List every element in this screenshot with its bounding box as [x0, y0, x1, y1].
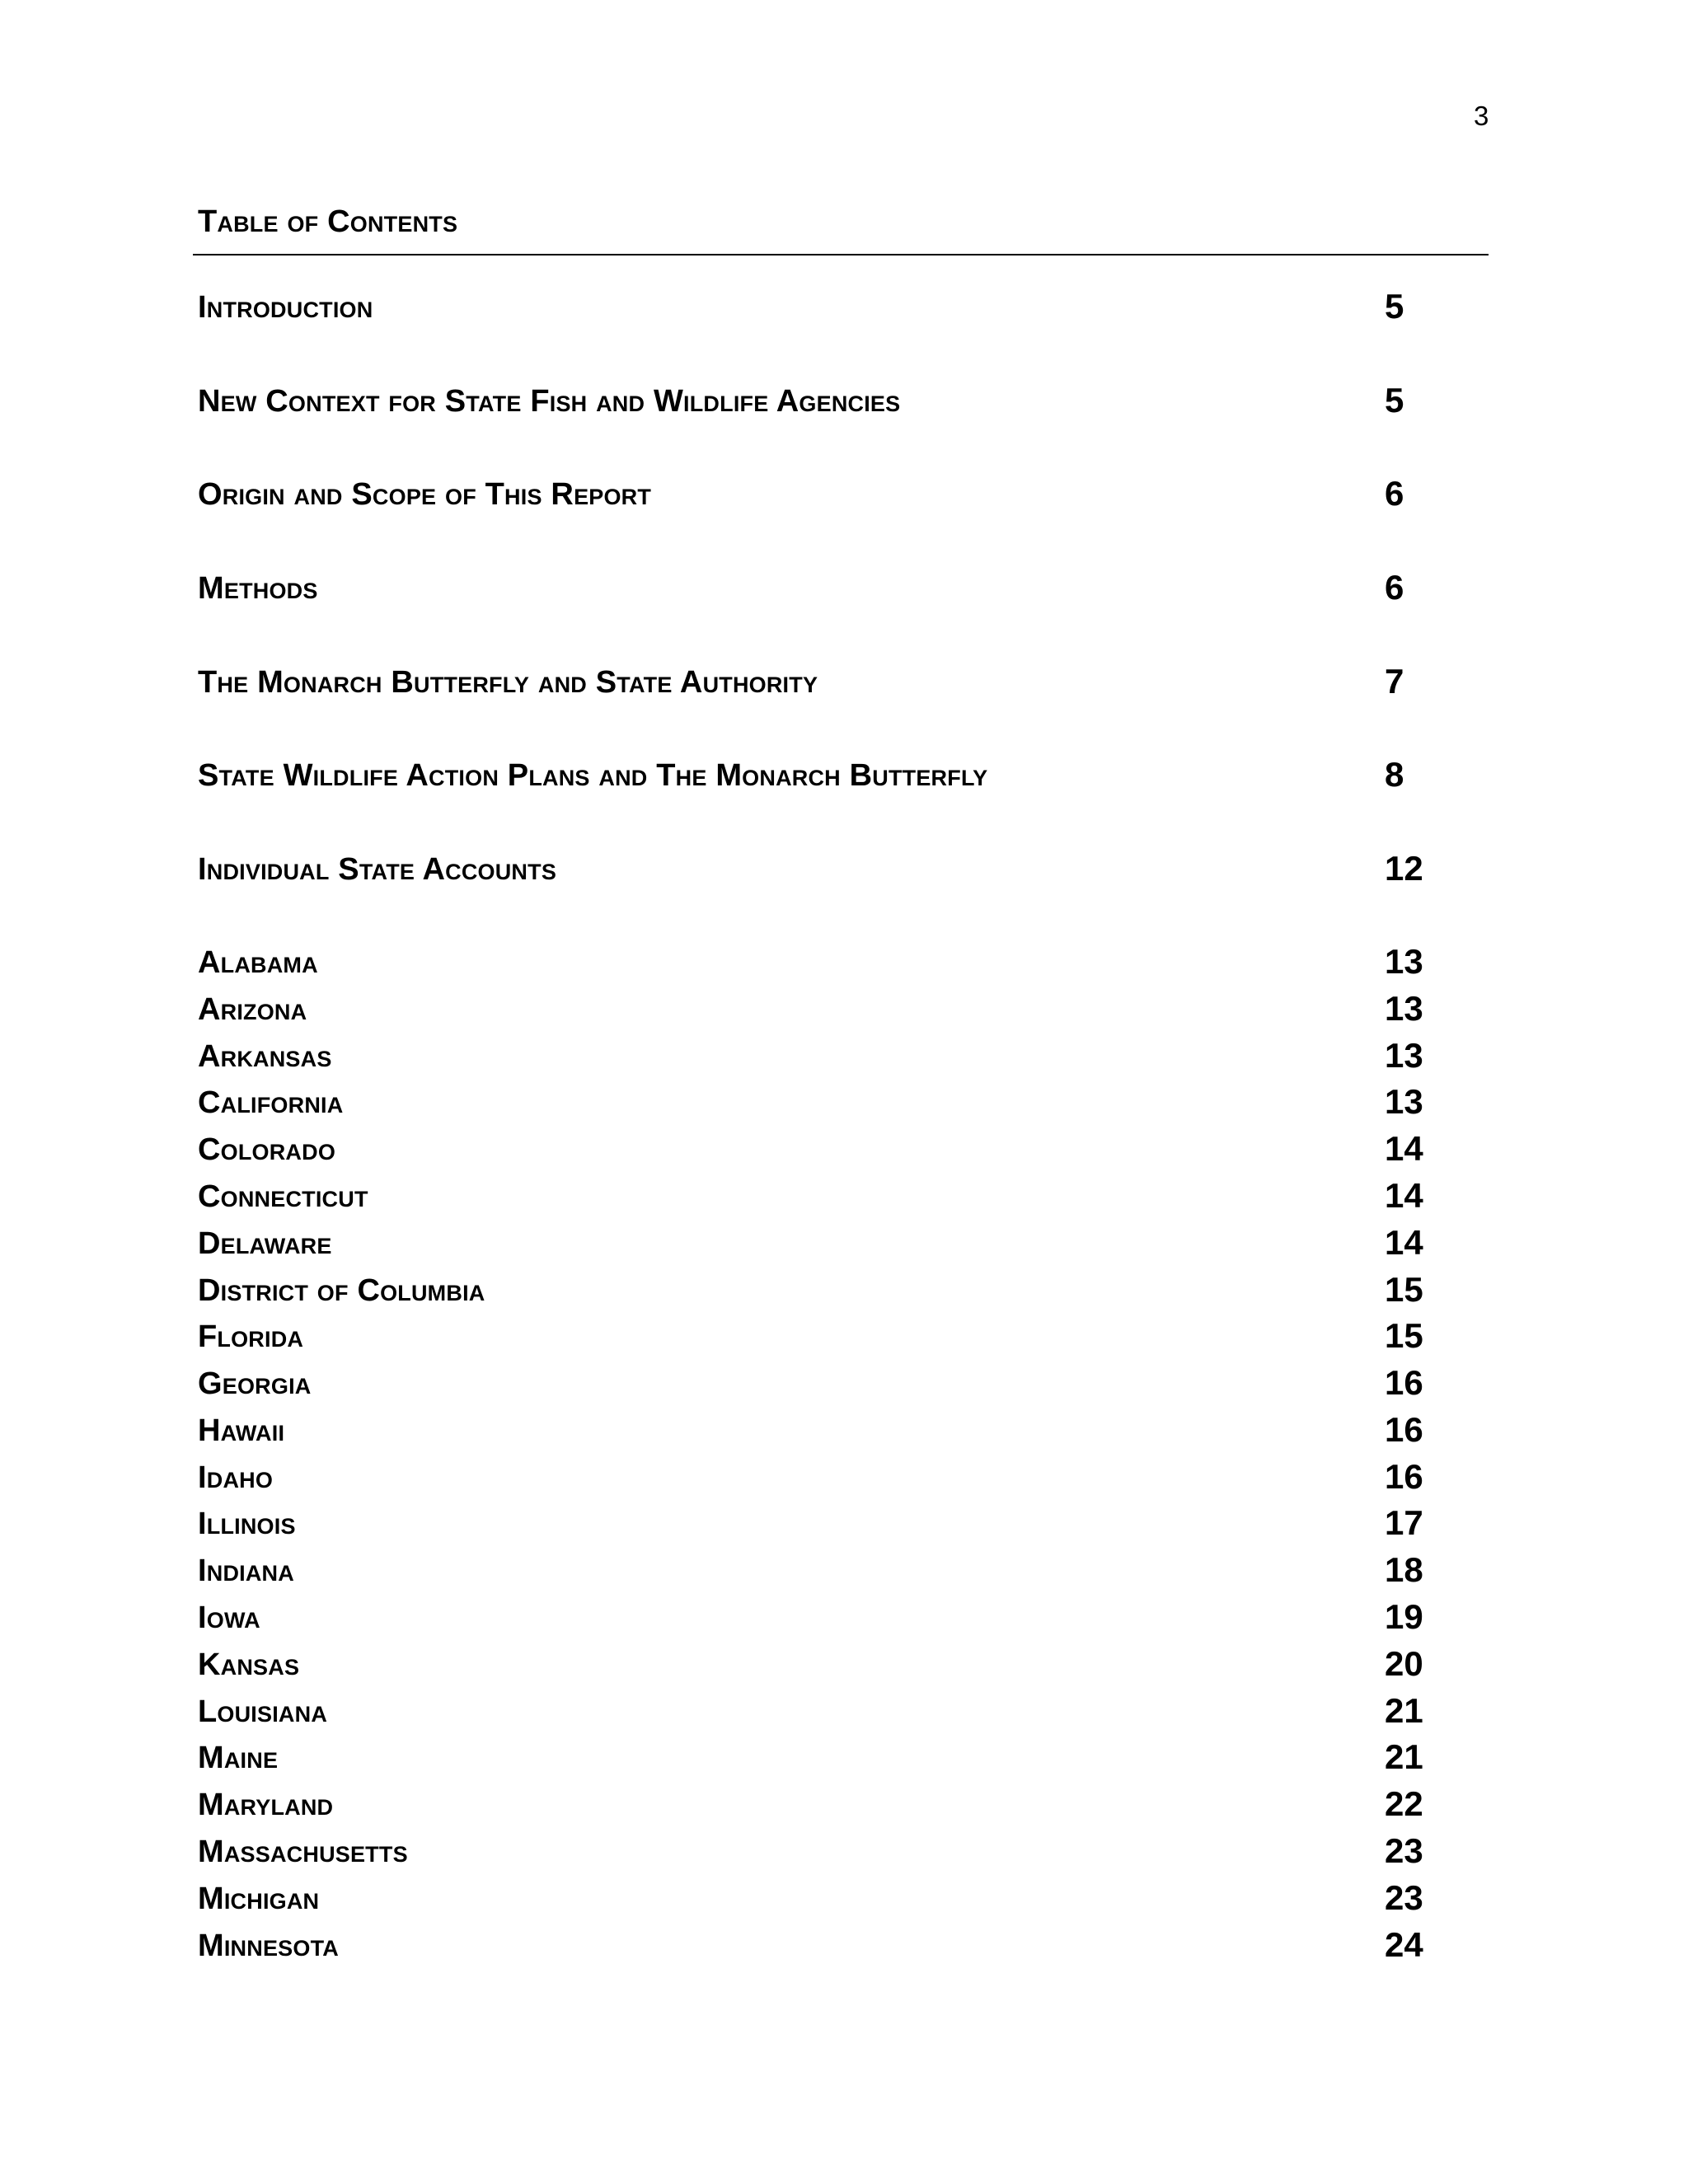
toc-entry-label: New Context for State Fish and Wildlife Agencies	[198, 384, 901, 419]
toc-entry-page: 15	[1385, 1316, 1423, 1355]
toc-entry-label: Individual State Accounts	[198, 852, 557, 887]
toc-entry-label: Kansas	[198, 1647, 300, 1682]
toc-entry-state-georgia[interactable]	[198, 1363, 1434, 1408]
toc-entry-page: 5	[1385, 287, 1404, 326]
toc-entry-introduction[interactable]	[198, 287, 1434, 331]
toc-entry-label: State Wildlife Action Plans and The Monarch Butterfly	[198, 758, 988, 793]
toc-entry-label: Louisiana	[198, 1694, 328, 1729]
toc-entry-page: 20	[1385, 1644, 1423, 1683]
toc-entry-page: 21	[1385, 1737, 1423, 1776]
toc-entry-page: 17	[1385, 1503, 1423, 1542]
toc-entry-label: District of Columbia	[198, 1273, 485, 1308]
toc-entry-label: Iowa	[198, 1601, 260, 1635]
toc-entry-swap-monarch[interactable]	[198, 755, 1434, 799]
toc-entry-label: The Monarch Butterfly and State Authority	[198, 665, 818, 700]
toc-entry-individual-state-accounts[interactable]	[198, 849, 1434, 893]
toc-entry-page: 22	[1385, 1784, 1423, 1823]
toc-entry-state-florida[interactable]	[198, 1316, 1434, 1361]
toc-entry-state-arizona[interactable]	[198, 989, 1434, 1033]
toc-entry-page: 15	[1385, 1270, 1423, 1309]
toc-entry-page: 23	[1385, 1831, 1423, 1870]
toc-entry-page: 14	[1385, 1176, 1423, 1215]
toc-entry-page: 16	[1385, 1457, 1423, 1496]
toc-entry-state-arkansas[interactable]	[198, 1036, 1434, 1080]
toc-entry-label: Delaware	[198, 1226, 332, 1261]
toc-entry-label: Origin and Scope of This Report	[198, 477, 652, 512]
toc-entry-state-district-of-columbia[interactable]	[198, 1270, 1434, 1315]
toc-entry-label: Massachusetts	[198, 1835, 408, 1869]
toc-entry-label: Minnesota	[198, 1929, 339, 1963]
toc-entry-page: 13	[1385, 1082, 1423, 1121]
toc-entry-page: 16	[1385, 1363, 1423, 1402]
toc-entry-page: 13	[1385, 942, 1423, 981]
toc-entry-state-illinois[interactable]	[198, 1503, 1434, 1548]
toc-entry-methods[interactable]	[198, 568, 1434, 612]
toc-entry-state-connecticut[interactable]	[198, 1176, 1434, 1221]
toc-entry-state-california[interactable]	[198, 1082, 1434, 1127]
toc-entry-label: Colorado	[198, 1132, 336, 1167]
toc-entry-page: 24	[1385, 1925, 1423, 1964]
toc-entry-label: Alabama	[198, 945, 318, 980]
toc-entry-page: 6	[1385, 568, 1404, 607]
toc-entry-label: Illinois	[198, 1507, 296, 1541]
toc-entry-label: Arkansas	[198, 1039, 332, 1074]
toc-entry-page: 6	[1385, 474, 1404, 513]
toc-title: Table of Contents	[198, 204, 458, 239]
toc-entry-label: Arizona	[198, 992, 307, 1027]
toc-entry-label: Hawaii	[198, 1413, 285, 1448]
toc-entry-page: 21	[1385, 1691, 1423, 1730]
toc-entry-origin-and-scope[interactable]	[198, 474, 1434, 518]
toc-entry-label: Maryland	[198, 1788, 334, 1822]
toc-entry-label: Introduction	[198, 290, 373, 325]
toc-entry-state-minnesota[interactable]	[198, 1925, 1434, 1970]
toc-entry-state-iowa[interactable]	[198, 1597, 1434, 1642]
toc-entry-page: 18	[1385, 1550, 1423, 1589]
toc-entry-state-louisiana[interactable]	[198, 1691, 1434, 1736]
toc-entry-label: Connecticut	[198, 1179, 368, 1214]
toc-entry-page: 12	[1385, 849, 1423, 888]
toc-entry-state-colorado[interactable]	[198, 1129, 1434, 1174]
toc-entry-state-maine[interactable]	[198, 1737, 1434, 1782]
toc-entry-label: California	[198, 1085, 344, 1120]
toc-entry-state-michigan[interactable]	[198, 1878, 1434, 1923]
toc-entry-state-indiana[interactable]	[198, 1550, 1434, 1595]
toc-entry-state-massachusetts[interactable]	[198, 1831, 1434, 1876]
toc-entry-page: 23	[1385, 1878, 1423, 1917]
toc-entry-state-alabama[interactable]	[198, 942, 1434, 987]
toc-entry-state-hawaii[interactable]	[198, 1410, 1434, 1455]
toc-entry-page: 19	[1385, 1597, 1423, 1636]
toc-entry-page: 14	[1385, 1223, 1423, 1262]
toc-entry-monarch-state-authority[interactable]	[198, 662, 1434, 706]
toc-entry-page: 14	[1385, 1129, 1423, 1168]
toc-entry-label: Maine	[198, 1741, 279, 1775]
toc-entry-page: 13	[1385, 1036, 1423, 1075]
toc-entry-page: 8	[1385, 755, 1404, 794]
toc-entry-state-delaware[interactable]	[198, 1223, 1434, 1268]
toc-entry-page: 16	[1385, 1410, 1423, 1449]
toc-entry-state-maryland[interactable]	[198, 1784, 1434, 1829]
toc-entry-state-kansas[interactable]	[198, 1644, 1434, 1689]
toc-entry-label: Idaho	[198, 1460, 274, 1495]
toc-entry-page: 13	[1385, 989, 1423, 1028]
toc-entry-new-context[interactable]	[198, 381, 1434, 425]
toc-entry-page: 5	[1385, 381, 1404, 419]
toc-entry-state-idaho[interactable]	[198, 1457, 1434, 1502]
toc-entry-label: Georgia	[198, 1366, 312, 1401]
toc-entry-label: Indiana	[198, 1554, 294, 1588]
toc-entry-label: Methods	[198, 571, 318, 606]
toc-entry-label: Michigan	[198, 1882, 320, 1916]
toc-entry-page: 7	[1385, 662, 1404, 701]
page-number: 3	[1474, 101, 1489, 131]
toc-entry-label: Florida	[198, 1319, 304, 1354]
